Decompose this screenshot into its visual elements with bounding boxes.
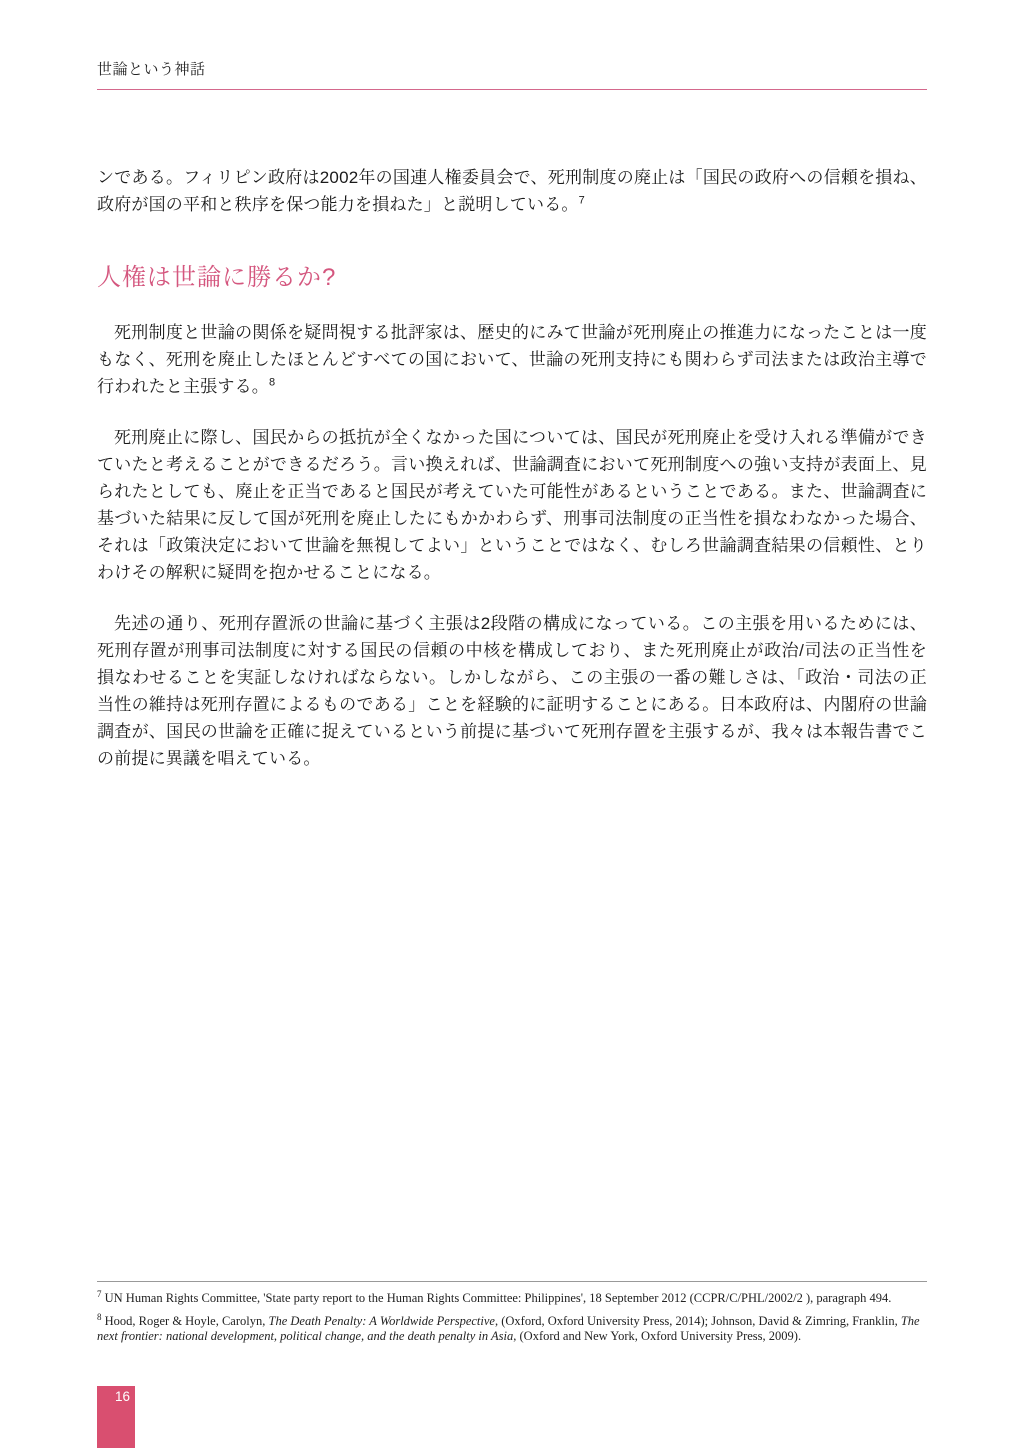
page-number: 16 <box>114 1389 130 1404</box>
section-heading: 人権は世論に勝るか? <box>97 264 337 291</box>
footnote-8 <box>97 1311 927 1345</box>
footnote-8-book-title-1: The Death Penalty: A Worldwide Perspective <box>268 1313 495 1328</box>
paragraph-3: 先述の通り、死刑存置派の世論に基づく主張は2段階の構成になっている。この主張を用いるためには、死刑存置が刑事司法制度に対する国民の信頼の中核を構成しており、また死刑廃止が政治/司法の正当性を損なわせることを実証しなければならない。しかしながら、この主張の一番の難しさは、「政治・司法の正当性の維持は死刑存置によるものである」ことを経験的に証明することにある。日本政府は、内閣府の世論調査が、国民の世論を正確に捉えているという前提に基づいて死刑存置を主張するが、我々は本報告書でこの前提に異議を唱えている。 <box>97 614 927 768</box>
running-header <box>97 60 927 90</box>
paragraph-1 <box>97 319 927 400</box>
footnote-ref-7: 7 <box>578 194 585 207</box>
footnote-ref-8: 8 <box>269 376 276 389</box>
footnote-divider <box>97 1281 927 1282</box>
page-number-box <box>97 1386 135 1448</box>
footnote-8-text-part-1: Hood, Roger & Hoyle, Carolyn, <box>101 1313 269 1328</box>
footnote-8-text-part-3: , (Oxford and New York, Oxford University Press, 2009). <box>513 1329 802 1343</box>
page-content <box>97 0 927 772</box>
intro-paragraph <box>97 164 927 218</box>
footnotes-section <box>97 1281 927 1352</box>
footnote-7-text: UN Human Rights Committee, 'State party report to the Human Rights Committee: Philippines', 18 September 2012 (CCPR/C/PHL/2002/2 ), paragraph 494. <box>101 1291 892 1305</box>
paragraph-1-text: 死刑制度と世論の関係を疑問視する批評家は、歴史的にみて世論が死刑廃止の推進力になったことは一度もなく、死刑を廃止したほとんどすべての国において、世論の死刑支持にも関わらず司法または政治主導で行われたと主張する。 <box>97 323 927 396</box>
footnote-8-book-title-2: The next frontier: national development, political change, and the death penalty in Asia <box>97 1313 920 1343</box>
footnote-7 <box>97 1288 927 1307</box>
footnote-7-marker: 7 <box>97 1288 102 1299</box>
footnote-8-text-part-2: , (Oxford, Oxford University Press, 2014); Johnson, David & Zimring, Franklin, <box>494 1313 901 1328</box>
footnote-8-marker: 8 <box>97 1311 102 1322</box>
running-header-title: 世論という神話 <box>97 61 206 78</box>
paragraph-2: 死刑廃止に際し、国民からの抵抗が全くなかった国については、国民が死刑廃止を受け入れる準備ができていたと考えることができるだろう。言い換えれば、世論調査において死刑制度への強い支持が表面上、見られたとしても、廃止を正当であると国民が考えていた可能性があるということである。また、世論調査に基づいた結果に反して国が死刑を廃止したにもかかわらず、刑事司法制度の正当性を損なわなかった場合、それは「政策決定において世論を無視してよい」ということではなく、むしろ世論調査結果の信頼性、とりわけその解釈に疑問を抱かせることになる。 <box>97 428 927 582</box>
intro-paragraph-text: ンである。フィリピン政府は2002年の国連人権委員会で、死刑制度の廃止は「国民の政府への信頼を損ね、政府が国の平和と秩序を保つ能力を損ねた」と説明している。 <box>97 168 927 214</box>
